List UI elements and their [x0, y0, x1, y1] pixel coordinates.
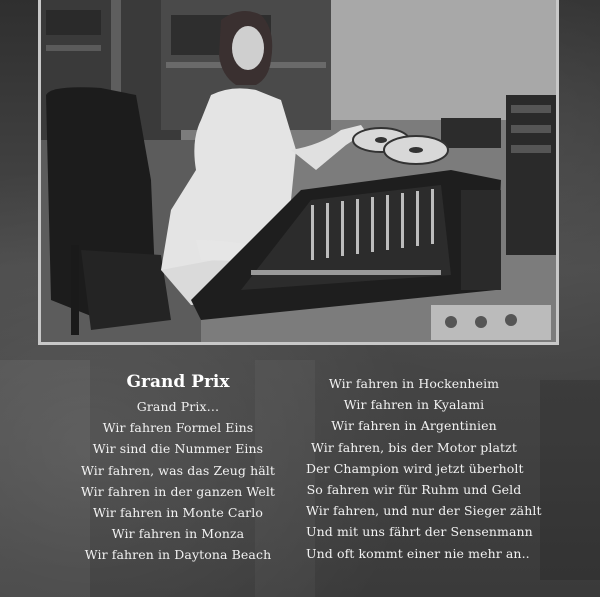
lyric-line: Wir sind die Nummer Eins	[92, 441, 264, 457]
lyric-line: Wir fahren, und nur der Sieger zählt	[306, 503, 542, 519]
lyric-line: Und mit uns fährt der Sensenmann	[306, 524, 533, 540]
lyric-line: Wir fahren, was das Zeug hält	[81, 462, 275, 478]
lyric-line: Wir fahren in Monza	[111, 526, 245, 542]
lyric-line: Wir fahren in Monte Carlo	[93, 505, 263, 521]
lyrics-right-column	[306, 372, 542, 564]
lyric-line: Wir fahren in Daytona Beach	[84, 547, 272, 563]
background-shadow-block	[0, 360, 90, 597]
lyric-line: Wir fahren in Argentinien	[331, 418, 497, 434]
background-shadow-block	[540, 380, 600, 580]
lyric-line: Wir fahren in Hockenheim	[328, 376, 500, 391]
lyric-line: Und oft kommt einer nie mehr an..	[306, 545, 530, 561]
lyric-line: Der Champion wird jetzt überholt	[306, 460, 524, 476]
studio-photo	[41, 0, 556, 342]
lyric-line: Grand Prix…	[136, 399, 220, 414]
lyric-line: So fahren wir für Ruhm und Geld	[306, 482, 522, 498]
lyric-line: Wir fahren in der ganzen Welt	[80, 483, 276, 499]
lyric-line: Wir fahren, bis der Motor platzt	[311, 439, 517, 455]
lyric-line: Wir fahren Formel Eins	[102, 420, 254, 436]
lyric-line: Wir fahren in Kyalami	[343, 397, 485, 413]
song-title: Grand Prix	[126, 372, 230, 392]
photo-frame	[38, 0, 559, 345]
studio-photo-illustration	[41, 0, 556, 342]
lyrics-left-column	[78, 372, 278, 566]
